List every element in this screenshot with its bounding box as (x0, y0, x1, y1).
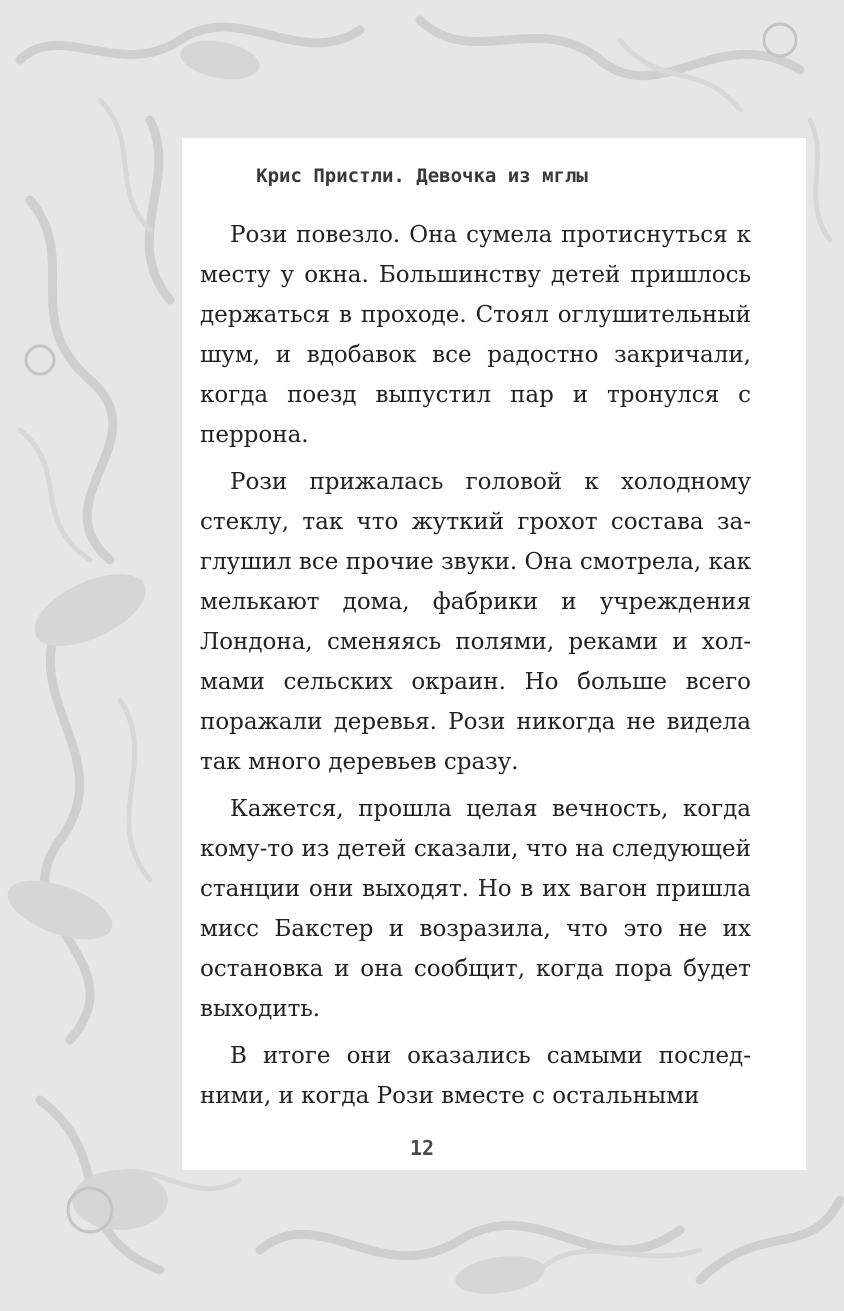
paragraph: Кажется, прошла целая вечность, когда кому-то из детей сказали, что на следующей станции они выходят. Но в их вагон пришла мисс Бакстер и возразила, что это не их остановка и она сообщит, когда пора будет выходить. (200, 796, 751, 1022)
body-text (200, 215, 751, 1123)
running-title: Крис Пристли. Девочка из мглы (256, 165, 588, 187)
paragraph: В итоге они оказались самыми последними, и когда Рози вместе с остальными (200, 1043, 751, 1109)
paragraph: Рози прижалась головой к холодному стеклу, так что жуткий грохот состава заглушил все прочие звуки. Она смотрела, как мелькают дома, фабрики и учреждения Лондона, сменяясь полями, реками и холмами сельских окраин. Но больше всего поражали деревья. Рози никогда не видела так много деревьев сразу. (200, 469, 751, 775)
paragraph: Рози повезло. Она сумела протиснуться к месту у окна. Большинству детей пришлось держаться в проходе. Стоял оглушительный шум, и вдобавок все радостно закричали, когда поезд выпустил пар и тронулся с перрона. (200, 222, 751, 448)
page-number: 12 (409, 1136, 435, 1160)
